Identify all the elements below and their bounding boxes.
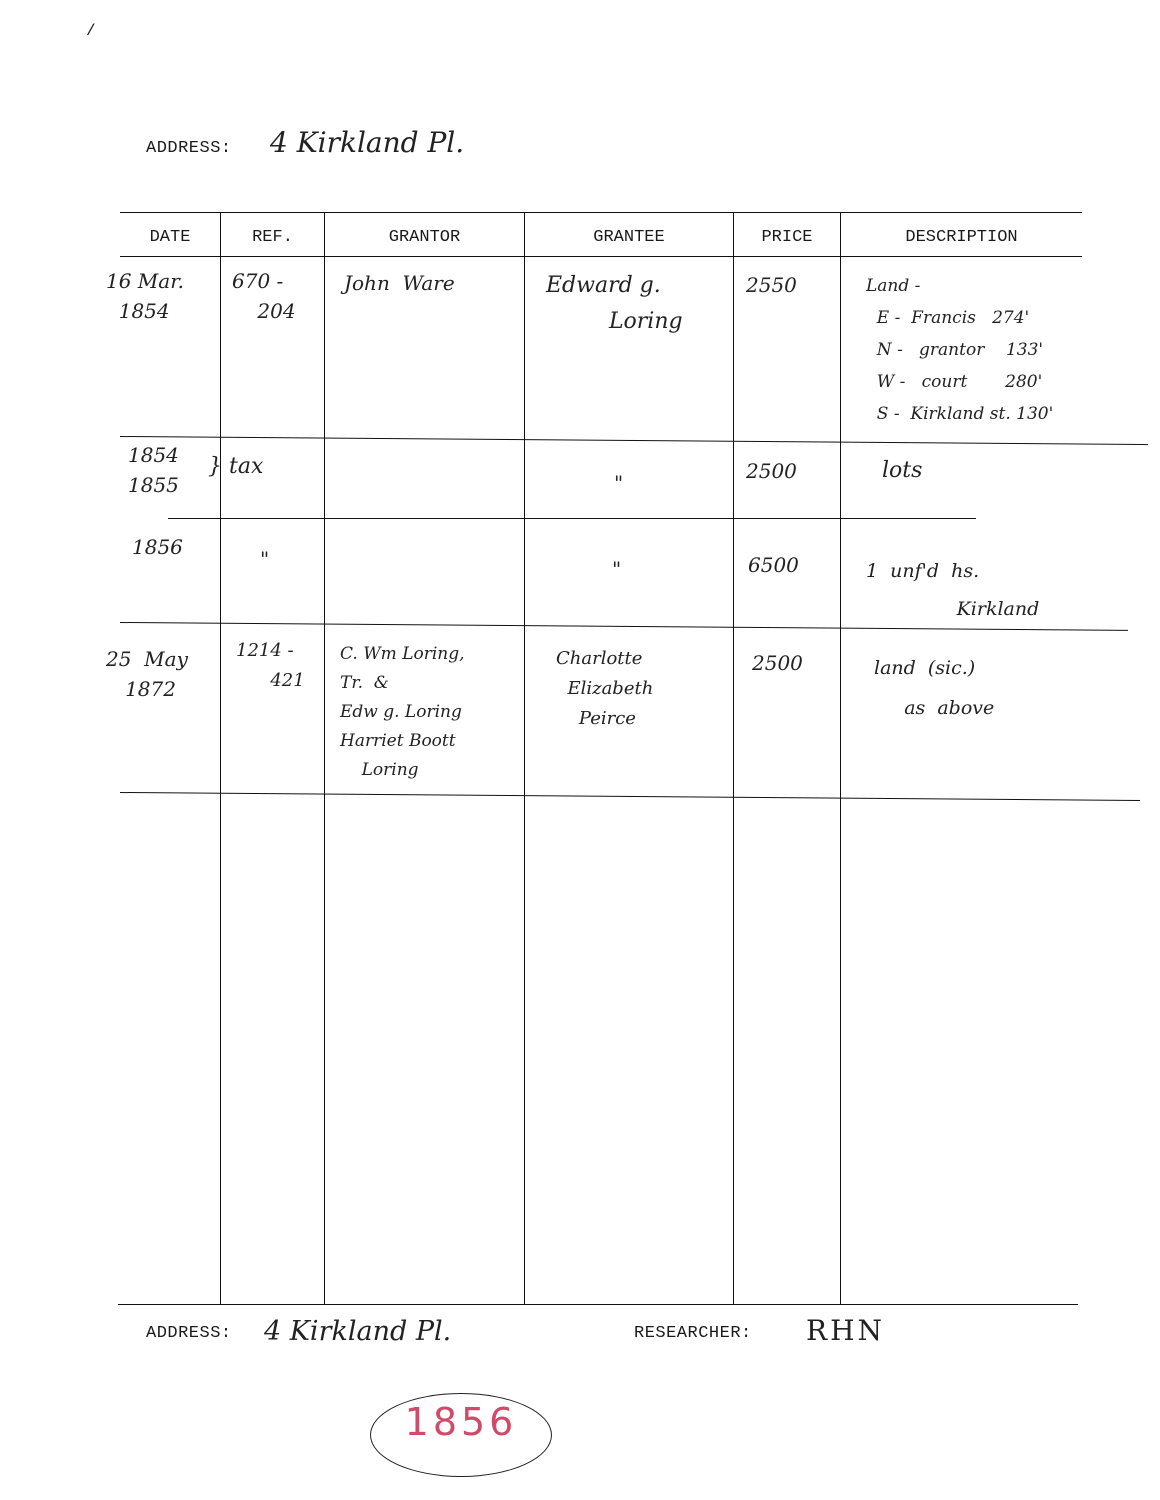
row2-grantee: "	[614, 471, 624, 495]
header-date: DATE	[149, 228, 191, 247]
row4-description: land (sic.) as above	[874, 657, 995, 719]
header-description: DESCRIPTION	[905, 228, 1018, 247]
row1-description: Land - E - Francis 274' N - grantor 133' W - court 280' S - Kirkland st. 130'	[866, 276, 1054, 424]
row4-ref: 1214 - 421	[236, 640, 305, 691]
row4-price: 2500	[752, 651, 803, 675]
header-ref: REF.	[252, 228, 293, 247]
row4-rule	[120, 792, 1140, 801]
row4-date: 25 May 1872	[106, 647, 188, 701]
col-sep-grantee-price	[733, 213, 734, 1304]
row4-grantor: C. Wm Loring, Tr. & Edw g. Loring Harriet Boott Loring	[340, 644, 465, 780]
row1-ref: 670 - 204	[232, 269, 296, 323]
table-top-rule	[120, 212, 1082, 213]
year-stamp-text: 1856	[404, 1400, 518, 1444]
row2-price: 2500	[746, 459, 797, 483]
row3-grantee: "	[612, 557, 622, 581]
footer-address-label: ADDRESS:	[146, 1324, 232, 1343]
row2-ref: } tax	[208, 454, 264, 479]
row1-rule	[120, 436, 1148, 445]
row1-date: 16 Mar. 1854	[106, 269, 184, 323]
row3-ref: "	[260, 547, 270, 571]
col-sep-date-ref	[220, 213, 221, 1304]
footer-address-value: 4 Kirkland Pl.	[264, 1316, 452, 1347]
header-price: PRICE	[761, 228, 813, 247]
corner-mark: /	[86, 22, 96, 40]
row1-grantee: Edward g. Loring	[546, 273, 683, 334]
footer-researcher-label: RESEARCHER:	[634, 1324, 752, 1343]
row1-grantor: John Ware	[344, 271, 455, 295]
row2-description: lots	[882, 458, 923, 483]
top-address-label: ADDRESS:	[146, 139, 232, 158]
col-sep-grantor-grantee	[524, 213, 525, 1304]
footer-researcher-value: RHN	[806, 1314, 885, 1347]
row3-date: 1856	[132, 535, 183, 559]
table-bottom-rule	[118, 1304, 1078, 1305]
header-bottom-rule	[120, 256, 1082, 257]
header-grantor: GRANTOR	[388, 228, 461, 247]
row1-price: 2550	[746, 273, 797, 297]
col-sep-ref-grantor	[324, 213, 325, 1304]
row2-rule	[168, 518, 976, 519]
row4-grantee: Charlotte Elizabeth Peirce	[556, 648, 654, 729]
col-sep-price-desc	[840, 213, 841, 1304]
row3-description: 1 unf'd hs. Kirkland	[866, 560, 1040, 620]
top-address-value: 4 Kirkland Pl.	[270, 126, 465, 159]
row3-price: 6500	[748, 553, 799, 577]
row2-date: 1854 1855	[128, 443, 179, 497]
header-grantee: GRANTEE	[593, 228, 665, 247]
